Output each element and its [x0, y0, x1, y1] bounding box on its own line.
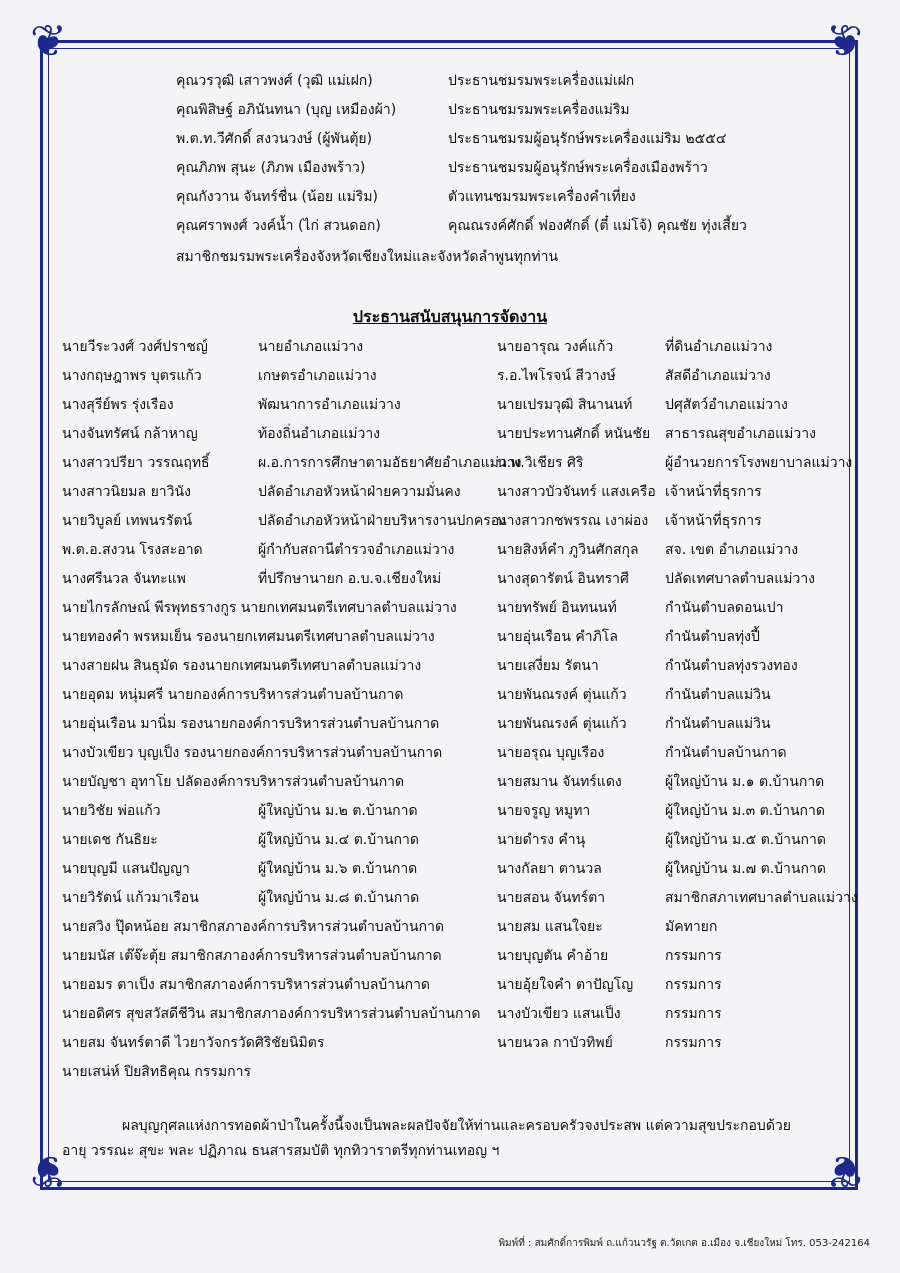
person-name: นายสม จันทร์ตาดี ไวยาวัจกรวัดศิริชัยนิมิตร: [62, 1035, 325, 1051]
person-position: ผู้ใหญ่บ้าน ม.๑ ต.บ้านกาด: [665, 774, 825, 790]
person-name: นายวิรัตน์ แก้วมาเรือน: [62, 890, 199, 906]
person-name: นายดำรง คำนุ: [497, 832, 586, 848]
person-name: นางสุดารัตน์ อินทราศี: [497, 571, 629, 587]
person-name: นายเสงี่ยม รัตนา: [497, 658, 599, 674]
person-name: นายมนัส เต๊จ๊ะตุ้ย สมาชิกสภาองค์การบริหารส่วนตำบลบ้านกาด: [62, 948, 442, 964]
person-name: นายเสน่ห์ ปิยสิทธิคุณ กรรมการ: [62, 1064, 252, 1080]
person-name: นายนวล กาบัวทิพย์: [497, 1035, 613, 1051]
all-members-line: สมาชิกชมรมพระเครื่องจังหวัดเชียงใหม่และจังหวัดลำพูนทุกท่าน: [176, 249, 559, 265]
table-row: [0, 336, 900, 361]
person-name: นางศรีนวล จันทะแพ: [62, 571, 186, 587]
person-name: นางกัลยา ตานวล: [497, 861, 602, 877]
thanks-role: ประธานชมรมผู้อนุรักษ์พระเครื่องเมืองพร้าว: [448, 160, 708, 176]
person-name: นายอุ่นเรือน มานิ่ม รองนายกองค์การบริหารส่วนตำบลบ้านกาด: [62, 716, 440, 732]
table-row: [0, 394, 900, 419]
table-row: [0, 916, 900, 941]
closing-line: อายุ วรรณะ สุขะ พละ ปฏิภาณ ธนสารสมบัติ ทุกทิวาราตรีทุกท่านเทอญ ฯ: [62, 1143, 500, 1159]
person-name: นายพันณรงค์ ตุ่นแก้ว: [497, 687, 627, 703]
table-row: [0, 452, 900, 477]
person-position: กำนันตำบลทุ่งรวงทอง: [665, 658, 798, 674]
corner-ornament-icon: ❦: [30, 16, 67, 67]
person-name: นางบัวเขียว แสนเป็ง: [497, 1006, 621, 1022]
person-position: ผู้ใหญ่บ้าน ม.๖ ต.บ้านกาด: [258, 861, 418, 877]
table-row: [0, 771, 900, 796]
person-position: พัฒนาการอำเภอแม่วาง: [258, 397, 401, 413]
person-name: พ.ต.อ.สงวน โรงสะอาด: [62, 542, 203, 558]
person-name: นายทองคำ พรหมเย็น รองนายกเทศมนตรีเทศบาลตำบลแม่วาง: [62, 629, 435, 645]
person-position: กรรมการ: [665, 1006, 722, 1022]
person-position: สมาชิกสภาเทศบาลตำบลแม่วาง: [665, 890, 858, 906]
person-name: นายจรูญ หมูทา: [497, 803, 591, 819]
table-row: [0, 510, 900, 535]
person-name: นายสม แสนใจยะ: [497, 919, 603, 935]
table-row: [0, 1032, 900, 1057]
table-row: [0, 974, 900, 999]
person-position: กำนันตำบลแม่วิน: [665, 687, 771, 703]
person-position: ที่ดินอำเภอแม่วาง: [665, 339, 773, 355]
person-name: น.พ.วิเชียร ศิริ: [497, 455, 584, 471]
person-position: มัคทายก: [665, 919, 718, 935]
person-position: กำนันตำบลแม่วิน: [665, 716, 771, 732]
person-position: ปลัดอำเภอหัวหน้าฝ่ายบริหารงานปกครอง: [258, 513, 507, 529]
table-row: [0, 800, 900, 825]
thanks-name: พ.ต.ท.วีศักดิ์ สงวนวงษ์ (ผู้พันตุ้ย): [176, 131, 373, 147]
person-position: ปลัดเทศบาลตำบลแม่วาง: [665, 571, 816, 587]
person-name: นางสาวกชพรรณ เงาผ่อง: [497, 513, 649, 529]
person-name: นายสอน จันทร์ตา: [497, 890, 606, 906]
thanks-name: คุณพิสิษฐ์ อภินันทนา (บุญ เหมืองผ้า): [176, 102, 397, 118]
table-row: [0, 365, 900, 390]
corner-ornament-icon: ❦: [826, 16, 863, 67]
person-name: นายเปรมวุฒิ สินานนท์: [497, 397, 633, 413]
person-name: นางกฤษฎาพร บุตรแก้ว: [62, 368, 202, 384]
person-position: เจ้าหน้าที่ธุรการ: [665, 513, 762, 529]
person-position: ปลัดอำเภอหัวหน้าฝ่ายความมั่นคง: [258, 484, 461, 500]
table-row: [0, 887, 900, 912]
person-name: นายบัญชา อุทาโย ปลัดองค์การบริหารส่วนตำบลบ้านกาด: [62, 774, 405, 790]
person-name: นางสาวปรียา วรรณฤทธิ์: [62, 455, 210, 471]
section-title: ประธานสนับสนุนการจัดงาน: [352, 307, 548, 326]
person-position: ผู้ใหญ่บ้าน ม.๓ ต.บ้านกาด: [665, 803, 825, 819]
person-name: นางสาวนิยมล ยาวินัง: [62, 484, 191, 500]
person-name: นายบุญมี แสนปัญญา: [62, 861, 190, 877]
person-name: นางสาวบัวจันทร์ แสงเครือ: [497, 484, 656, 500]
person-name: นายอารุณ วงค์แก้ว: [497, 339, 614, 355]
person-position: กำนันตำบลทุ่งปี้: [665, 629, 760, 645]
person-position: กำนันตำบลดอนเปา: [665, 600, 784, 616]
person-position: ผู้กำกับสถานีตำรวจอำเภอแม่วาง: [258, 542, 455, 558]
person-position: ปศุสัตว์อำเภอแม่วาง: [665, 397, 788, 413]
table-row: [0, 742, 900, 767]
table-row: [0, 539, 900, 564]
person-name: นางจันทรัศน์ กล้าหาญ: [62, 426, 198, 442]
person-name: นายไกรลักษณ์ พีรพุทธรางกูร นายกเทศมนตรีเทศบาลตำบลแม่วาง: [62, 600, 457, 616]
person-name: นายวิบูลย์ เทพนรรัตน์: [62, 513, 193, 529]
table-row: [0, 481, 900, 506]
person-position: สาธารณสุขอำเภอแม่วาง: [665, 426, 816, 442]
table-row: [0, 626, 900, 651]
person-position: ผู้ใหญ่บ้าน ม.๕ ต.บ้านกาด: [665, 832, 826, 848]
thanks-role: ประธานชมรมพระเครื่องแม่ริม: [448, 102, 630, 118]
thanks-role: คุณณรงค์ศักดิ์ ฟองศักดิ์ (ตี๋ แม่โจ้) คุณชัย ทุ่งเสี้ยว: [448, 218, 747, 234]
person-position: นายอำเภอแม่วาง: [258, 339, 364, 355]
table-row: [0, 423, 900, 448]
person-position: เจ้าหน้าที่ธุรการ: [665, 484, 762, 500]
person-position: ผู้อำนวยการโรงพยาบาลแม่วาง: [665, 455, 853, 471]
person-name: นายทรัพย์ อินทนนท์: [497, 600, 617, 616]
table-row: [0, 597, 900, 622]
table-row: [0, 713, 900, 738]
person-position: สัสดีอำเภอแม่วาง: [665, 368, 771, 384]
person-name: นางบัวเขียว บุญเป็ง รองนายกองค์การบริหารส่วนตำบลบ้านกาด: [62, 745, 443, 761]
person-position: กำนันตำบลบ้านกาด: [665, 745, 787, 761]
thanks-role: ตัวแทนชมรมพระเครื่องคำเที่ยง: [448, 189, 636, 205]
thanks-role: ประธานชมรมพระเครื่องแม่เฝก: [448, 73, 635, 89]
table-row: [0, 1003, 900, 1028]
person-name: นายอมร ตาเป็ง สมาชิกสภาองค์การบริหารส่วนตำบลบ้านกาด: [62, 977, 431, 993]
person-name: นายสิงห์คำ ภูวินศักสกุล: [497, 542, 639, 558]
person-position: ผ.อ.การการศึกษาตามอัธยาศัยอำเภอแม่วาง: [258, 455, 522, 471]
table-row: [0, 568, 900, 593]
table-row: [0, 858, 900, 883]
person-name: นายวีระวงศ์ วงศ์ปราชญ์: [62, 339, 208, 355]
person-name: นายพันณรงค์ ตุ่นแก้ว: [497, 716, 627, 732]
person-position: กรรมการ: [665, 977, 722, 993]
person-name: ร.อ.ไพโรจน์ สีวางษ์: [497, 368, 616, 384]
person-name: นายอรุณ บุญเรือง: [497, 745, 605, 761]
person-name: นางสายฝน สินธุมัด รองนายกเทศมนตรีเทศบาลตำบลแม่วาง: [62, 658, 422, 674]
person-position: ผู้ใหญ่บ้าน ม.๒ ต.บ้านกาด: [258, 803, 418, 819]
person-name: นายอดิศร สุขสวัสดีชีวิน สมาชิกสภาองค์การบริหารส่วนตำบลบ้านกาด: [62, 1006, 481, 1022]
person-position: ผู้ใหญ่บ้าน ม.๘ ต.บ้านกาด: [258, 890, 420, 906]
person-name: นางสุรีย์พร รุ่งเรือง: [62, 397, 174, 413]
corner-ornament-icon: ❦: [826, 1145, 863, 1196]
person-position: กรรมการ: [665, 948, 722, 964]
table-row: [0, 1061, 900, 1086]
table-row: [0, 945, 900, 970]
person-position: ผู้ใหญ่บ้าน ม.๔ ต.บ้านกาด: [258, 832, 419, 848]
person-name: นายประทานศักดิ์ หนันชัย: [497, 426, 651, 442]
printer-credit: พิมพ์ที่ : สมศักดิ์การพิมพ์ ถ.แก้วนวรัฐ ต.วัดเกต อ.เมือง จ.เชียงใหม่ โทร. 053-242164: [498, 1238, 870, 1249]
closing-blessing: [62, 1114, 842, 1164]
person-position: สจ. เขต อำเภอแม่วาง: [665, 542, 799, 558]
closing-line: ผลบุญกุศลแห่งการทอดผ้าป่าในครั้งนี้จงเป็นพละผลปัจจัยให้ท่านและครอบครัวจงประสพ แต่ความสุขประกอบด้วย: [122, 1118, 791, 1134]
corner-ornament-icon: ❦: [30, 1145, 67, 1196]
table-row: [0, 829, 900, 854]
thanks-role: ประธานชมรมผู้อนุรักษ์พระเครื่องแม่ริม ๒๕๕๔: [448, 131, 727, 147]
person-position: ที่ปรึกษานายก อ.บ.จ.เชียงใหม่: [258, 571, 442, 587]
thanks-name: คุณศราพงศ์ วงค์น้ำ (ไก่ สวนดอก): [176, 218, 381, 234]
person-name: นายเดช กันธิยะ: [62, 832, 158, 848]
person-name: นายอุ้ยใจคำ ตาปัญโญ: [497, 977, 634, 993]
person-position: เกษตรอำเภอแม่วาง: [258, 368, 377, 384]
person-position: กรรมการ: [665, 1035, 722, 1051]
thanks-name: คุณภิภพ สุนะ (ภิภพ เมืองพร้าว): [176, 160, 366, 176]
person-name: นายอุ่นเรือน คำภิโล: [497, 629, 618, 645]
thanks-name: คุณวรวุฒิ เสาวพงศ์ (วุฒิ แม่เฝก): [176, 73, 373, 89]
person-position: ท้องถิ่นอำเภอแม่วาง: [258, 426, 381, 442]
person-name: นายอุดม หนุ่มศรี นายกองค์การบริหารส่วนตำบลบ้านกาด: [62, 687, 404, 703]
person-name: นายสวิง ปุ๊ดหน้อย สมาชิกสภาองค์การบริหารส่วนตำบลบ้านกาด: [62, 919, 445, 935]
person-name: นายวิชัย พ่อแก้ว: [62, 803, 161, 819]
table-row: [0, 684, 900, 709]
table-row: [0, 655, 900, 680]
person-position: ผู้ใหญ่บ้าน ม.๗ ต.บ้านกาด: [665, 861, 826, 877]
person-name: นายบุญตัน คำอ้าย: [497, 948, 609, 964]
thanks-name: คุณกังวาน จันทร์ชื่น (น้อย แม่ริม): [176, 189, 379, 205]
person-name: นายสมาน จันทร์แดง: [497, 774, 622, 790]
